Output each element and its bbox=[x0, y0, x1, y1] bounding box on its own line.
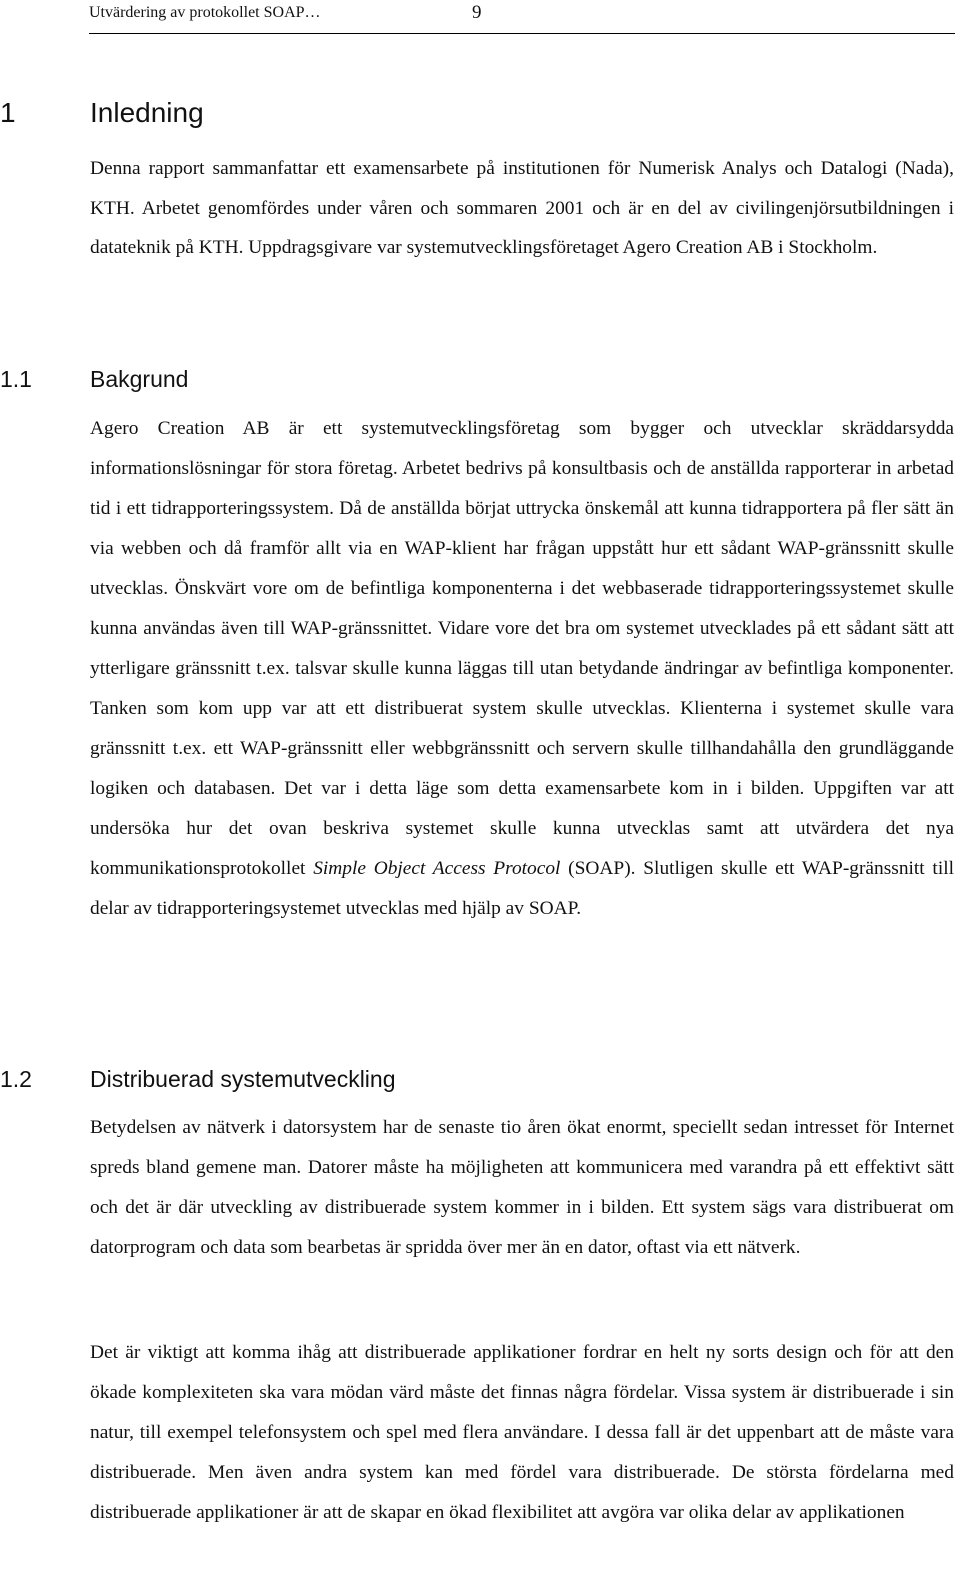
page-number: 9 bbox=[472, 2, 482, 23]
intro-paragraph: Denna rapport sammanfattar ett examensarbete på institutionen för Numerisk Analys och Datalogi (Nada), KTH. Arbetet genomfördes under våren och sommaren 2001 och är en del av civilingenjörsutbildningen i datateknik på KTH. Uppdragsgivare var systemutvecklingsföretaget Agero Creation AB i Stockholm. bbox=[90, 158, 954, 258]
paragraph-text: Agero Creation AB är ett systemutvecklingsföretag som bygger och utvecklar skräddarsydda informationslösningar för stora företag. Arbetet bedrivs på konsultbasis och de anställda rapporterar in arbetad tid i ett tidrapporteringssystem. Då de anställda börjat uttrycka önskemål att kunna tidrapportera på fler sätt än via webben och då framför allt via en WAP-klient har frågan uppstått hur ett sådant WAP-gränssnitt skulle utvecklas. Önskvärt vore om de befintliga komponenterna i det webbaserade tidrapporteringssystemet skulle kunna användas även till WAP-gränssnittet. Vidare vore det bra om systemet utvecklades på ett sådant sätt att ytterligare gränssnitt t.ex. talsvar skulle kunna läggas till utan betydande ändringar av befintliga komponenter. Tanken som kom upp var att ett distribuerat system skulle utvecklas. Klienterna i systemet skulle vara gränssnitt t.ex. ett WAP-gränssnitt eller webbgränssnitt och servern skulle tillhandahålla den grundläggande logiken och databasen. Det var i detta läge som detta examensarbete kom in i bilden. Uppgiften var att undersöka hur det ovan beskriva systemet skulle kunna utvecklas samt att utvärdera det nya kommunikationsprotokollet bbox=[90, 418, 954, 879]
section-heading-1-2 bbox=[0, 1066, 960, 1098]
distributed-paragraph-1: Betydelsen av nätverk i datorsystem har de senaste tio åren ökat enormt, speciellt sedan intresset för Internet spreds bland gemene man. Datorer måste ha möjligheten att kommunicera med varandra på ett effektivt sätt och det är där utveckling av distribuerade system kommer in i bilden. Ett system sägs vara distribuerat om datorprogram och data som bearbetas är spridda över mer än en dator, oftast via ett nätverk. bbox=[90, 1117, 954, 1258]
protocol-name-emphasis: Simple Object Access Protocol bbox=[313, 858, 561, 879]
section-number: 1.1 bbox=[0, 366, 32, 392]
section-number: 1.2 bbox=[0, 1066, 32, 1092]
paragraph-text: (SOAP). Slutligen skulle ett WAP-gränssnitt till delar av tidrapporteringsystemet utvecklas med hjälp av SOAP. bbox=[90, 858, 954, 919]
running-header bbox=[89, 0, 955, 34]
background-paragraph bbox=[90, 409, 954, 929]
section-title: Distribuerad systemutveckling bbox=[90, 1066, 396, 1092]
section-title: Inledning bbox=[90, 97, 204, 128]
distributed-paragraph-2: Det är viktigt att komma ihåg att distribuerade applikationer fordrar en helt ny sorts design och för att den ökade komplexiteten ska vara mödan värd måste det finnas några fördelar. Vissa system är distribuerade i sin natur, till exempel telefonsystem och spel med flera användare. I dessa fall är det uppenbart att de måste vara distribuerade. Men även andra system kan med fördel vara distribuerade. De största fördelarna med distribuerade applikationer är att de skapar en ökad flexibilitet att avgöra var olika delar av applikationen bbox=[90, 1342, 954, 1523]
section-heading-1-1 bbox=[0, 366, 960, 398]
section-heading-1 bbox=[0, 97, 960, 137]
section-number: 1 bbox=[0, 97, 16, 128]
section-title: Bakgrund bbox=[90, 366, 189, 392]
running-title: Utvärdering av protokollet SOAP… bbox=[89, 4, 321, 21]
